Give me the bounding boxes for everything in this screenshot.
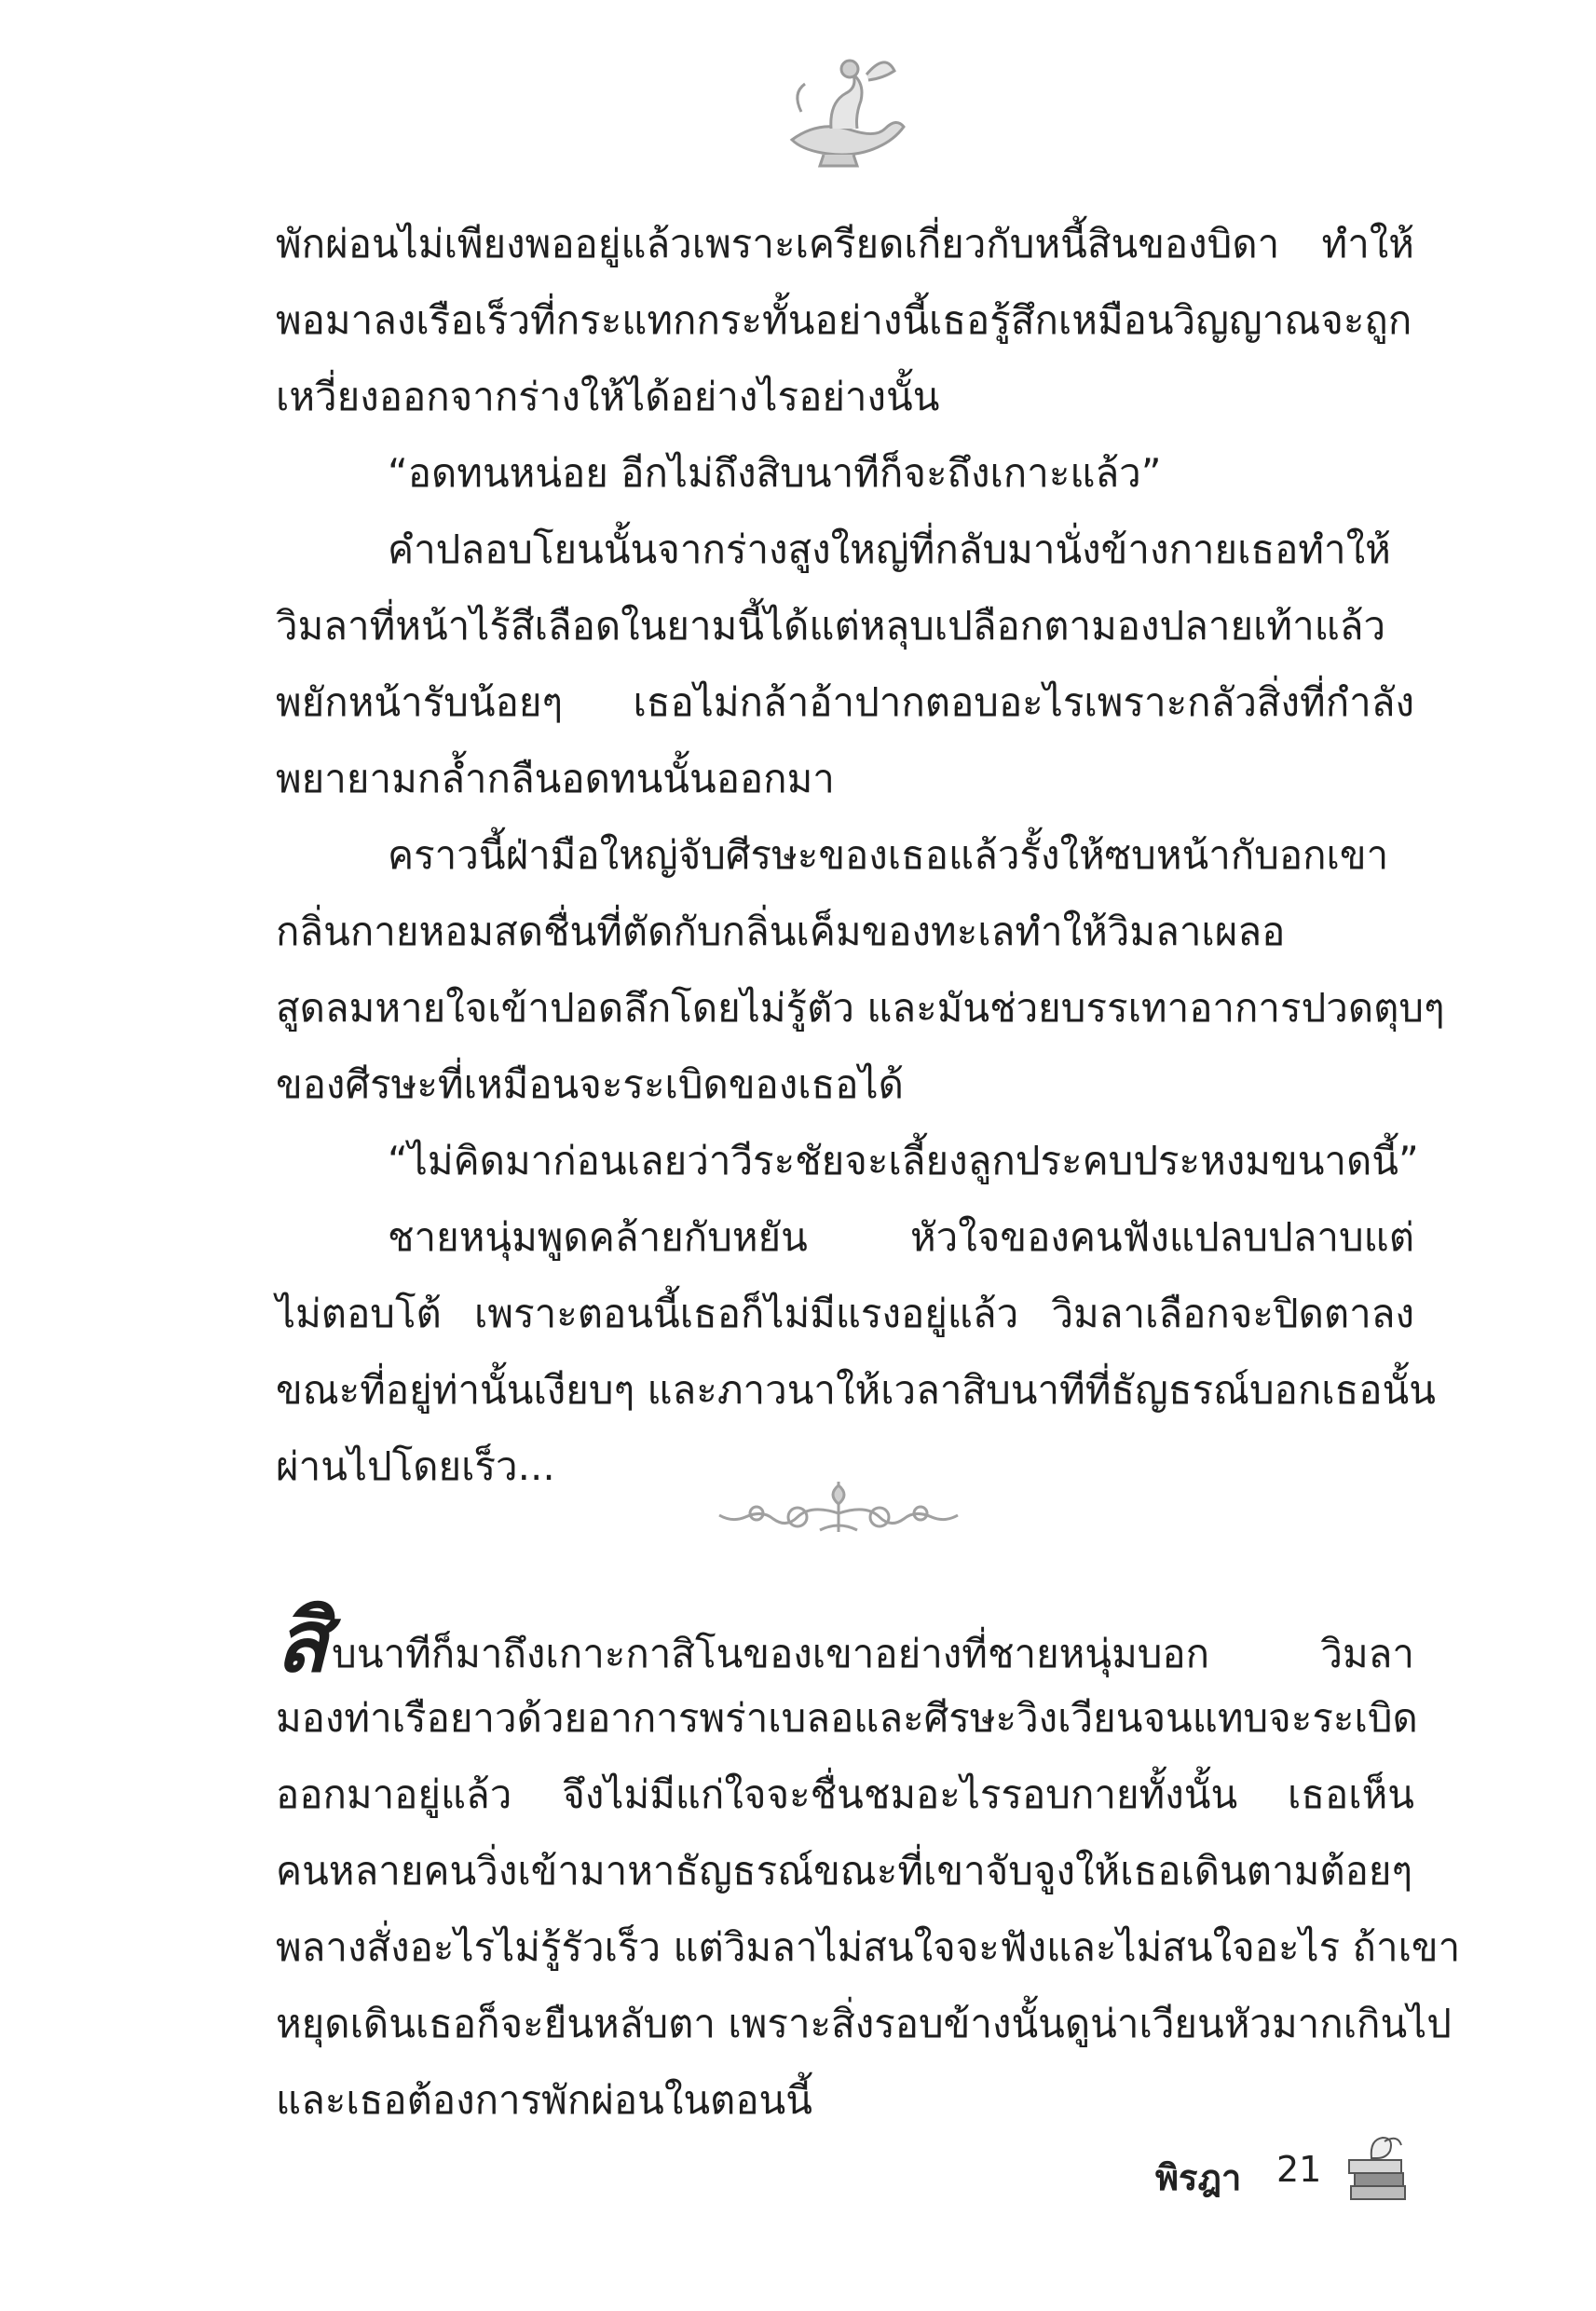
paragraph-line: คราวนี้ฝ่ามือใหญ่จับศีรษะของเธอแล้วรั้งให้ซบหน้ากับอกเขา [388,832,1389,878]
paragraph-line: พลางสั่งอะไรไม่รู้รัวเร็ว แต่วิมลาไม่สนใจจะฟังและไม่สนใจอะไร ถ้าเขา [276,1924,1461,1970]
paragraph-line: พักผ่อนไม่เพียงพออยู่แล้วเพราะเครียดเกี่ยวกับหนี้สินของบิดา ทำให้ [276,221,1414,267]
genie-lamp-icon [764,47,913,177]
paragraph-line: คำปลอบโยนนั้นจากร่างสูงใหญ่ที่กลับมานั่งข้างกายเธอทำให้ [388,526,1391,572]
paragraph-line: และเธอต้องการพักผ่อนในตอนนี้ [276,2077,812,2123]
paragraph-line: สูดลมหายใจเข้าปอดลึกโดยไม่รู้ตัว และมันช่วยบรรเทาอาการปวดตุบๆ [276,985,1445,1031]
first-line-text: บนาทีก็มาถึงเกาะกาสิโนของเขาอย่างที่ชายหนุ่มบอก วิมลา [332,1631,1414,1676]
paragraph-line: พยายามกล้ำกลืนอดทนนั้นออกมา [276,756,835,801]
drop-cap: สิ [276,1592,329,1691]
paragraph-line: ผ่านไปโดยเร็ว... [276,1443,555,1489]
paragraph-line: มองท่าเรือยาวด้วยอาการพร่าเบลอและศีรษะวิงเวียนจนแทบจะระเบิด [276,1695,1418,1741]
paragraph-line: ออกมาอยู่แล้ว จึงไม่มีแก่ใจจะชื่นชมอะไรรอบกายทั้งนั้น เธอเห็น [276,1771,1414,1817]
paragraph-line: คนหลายคนวิ่งเข้ามาหาธัญธรณ์ขณะที่เขาจับจูงให้เธอเดินตามต้อยๆ [276,1848,1413,1894]
floral-divider-icon [708,1476,969,1541]
paragraph-line: วิมลาที่หน้าไร้สีเลือดในยามนี้ได้แต่หลุบเปลือกตามองปลายเท้าแล้ว [276,603,1386,649]
paragraph-line: พยักหน้ารับน้อยๆ เธอไม่กล้าอ้าปากตอบอะไรเพราะกลัวสิ่งที่กำลัง [276,679,1414,725]
paragraph-line-first [276,1592,1414,1691]
dialogue-line: “ไม่คิดมาก่อนเลยว่าวีระชัยจะเลี้ยงลูกประคบประหงมขนาดนี้” [388,1138,1419,1183]
stacked-books-icon [1344,2132,1411,2207]
dialogue-line: “อดทนหน่อย อีกไม่ถึงสิบนาทีก็จะถึงเกาะแล้ว” [388,450,1162,496]
paragraph-line: เหวี่ยงออกจากร่างให้ได้อย่างไรอย่างนั้น [276,374,940,419]
paragraph-line: พอมาลงเรือเร็วที่กระแทกกระทั้นอย่างนี้เธอรู้สึกเหมือนวิญญาณจะถูก [276,297,1412,343]
paragraph-line: ไม่ตอบโต้ เพราะตอนนี้เธอก็ไม่มีแรงอยู่แล้ว วิมลาเลือกจะปิดตาลง [276,1291,1414,1336]
page-footer [1099,2132,1435,2207]
running-title: พิรฎา [1155,2157,1242,2198]
page-number: 21 [1276,2149,1322,2190]
paragraph-line: กลิ่นกายหอมสดชื่นที่ตัดกับกลิ่นเค็มของทะเลทำให้วิมลาเผลอ [276,909,1286,954]
paragraph-line: หยุดเดินเธอก็จะยืนหลับตา เพราะสิ่งรอบข้างนั้นดูน่าเวียนหัวมากเกินไป [276,2001,1452,2046]
paragraph-line: ขณะที่อยู่ท่านั้นเงียบๆ และภาวนาให้เวลาสิบนาทีที่ธัญธรณ์บอกเธอนั้น [276,1367,1436,1413]
paragraph-line: ของศีรษะที่เหมือนจะระเบิดของเธอได้ [276,1061,904,1107]
paragraph-line: ชายหนุ่มพูดคล้ายกับหยัน หัวใจของคนฟังแปลบปลาบแต่ [388,1214,1414,1260]
